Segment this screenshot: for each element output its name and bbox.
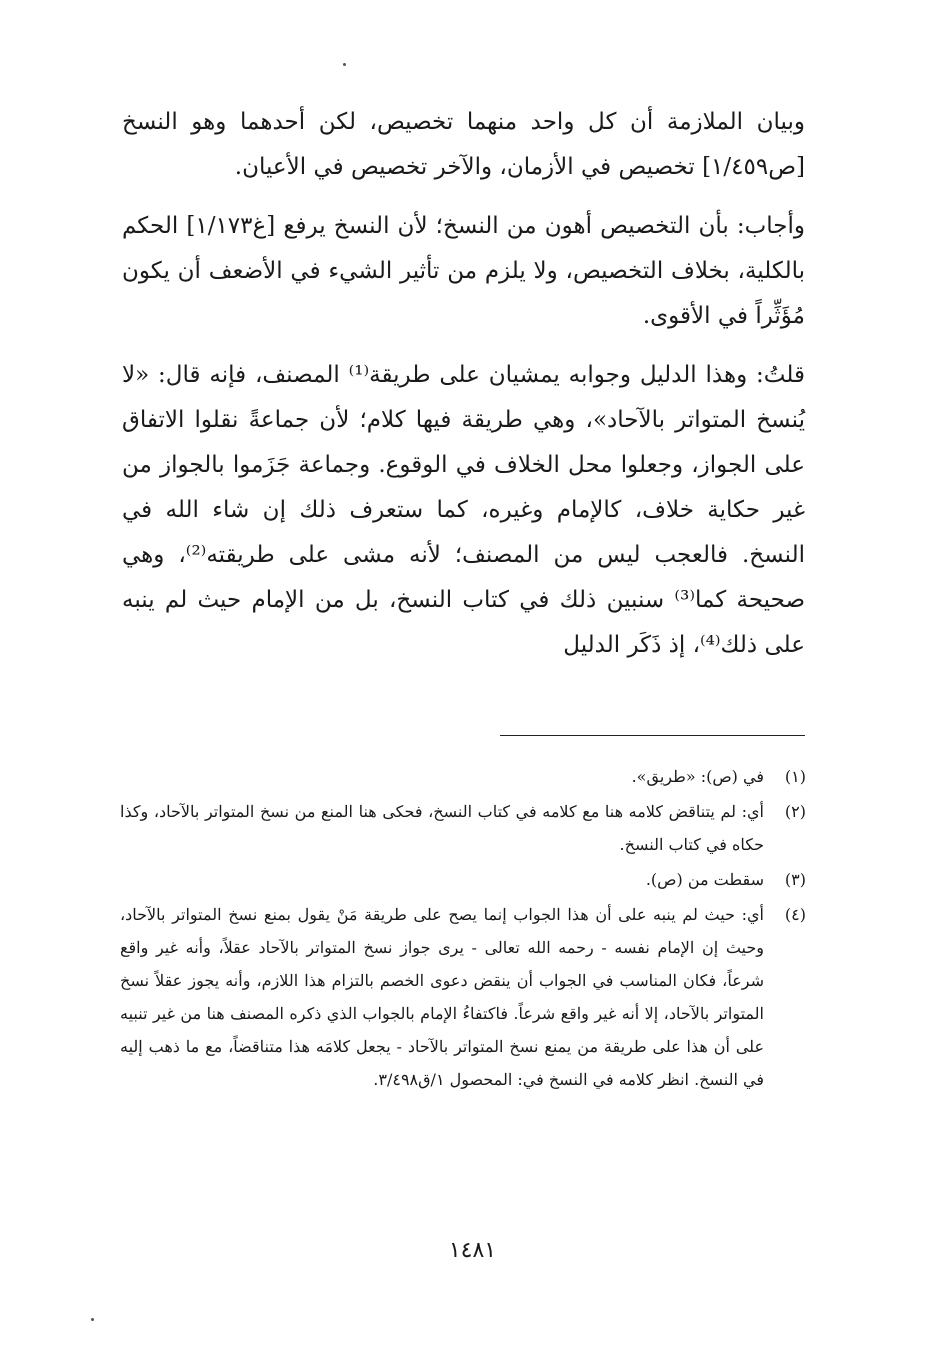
paragraph: وأجاب: بأن التخصيص أهون من النسخ؛ لأن النسخ يرفع [غ١/١٧٣] الحكم بالكلية، بخلاف التخصيص، ولا يلزم من تأثير الشيء في الأضعف أن يكون مُؤَثِّراً في الأقوى. — [122, 213, 805, 329]
main-text — [122, 100, 805, 668]
scan-speck — [91, 1318, 94, 1321]
scan-speck — [343, 63, 346, 66]
footnote-text: أي: حيث لم ينبه على أن هذا الجواب إنما يصح على طريقة مَنْ يقول بمنع نسخ المتواتر بالآحاد، وحيث إن الإمام نفسه - رحمه الله تعالى - يرى جواز نسخ المتواتر بالآحاد عقلاً، وأنه غير واقع شرعاً، فكان المناسب في الجواب أن ينقض دعوى الخصم بالتزام هذا اللازم، وأنه يجوز عقلاً نسخ المتواتر بالآحاد، إلا أنه غير واقع شرعاً. فاكتفاءُ الإمام بالجواب الذي ذكره المصنف هنا من غير تنبيه على أن هذا على طريقة من يمنع نسخ المتواتر بالآحاد - يجعل كلامَه هذا متناقضاً، مع ما ذهب إليه في النسخ. انظر كلامه في النسخ في: المحصول ١/ق٣/٤٩٨. — [120, 905, 764, 1089]
footnote-number: (٣) — [784, 870, 806, 889]
footnote-number: (٤) — [784, 905, 806, 924]
footnote-number: (٢) — [784, 802, 806, 821]
paragraph: قلتُ: وهذا الدليل وجوابه يمشيان على طريقة⁽¹⁾ المصنف، فإنه قال: «لا يُنسخ المتواتر بالآحاد»، وهي طريقة فيها كلام؛ لأن جماعةً نقلوا الاتفاق على الجواز، وجعلوا محل الخلاف في الوقوع. وجماعة جَزَموا بالجواز من غير حكاية خلاف، كالإمام وغيره، كما ستعرف ذلك إن شاء الله في النسخ. فالعجب ليس من المصنف؛ لأنه مشى على طريقته⁽²⁾، وهي صحيحة كما⁽³⁾ سنبين ذلك في كتاب النسخ، بل من الإمام حيث لم ينبه على ذلك⁽⁴⁾، إذ ذَكَر الدليل — [122, 362, 806, 658]
footnote-text: أي: لم يتناقض كلامه هنا مع كلامه في كتاب النسخ، فحكى هنا المنع من نسخ المتواتر بالآحاد، وكذا حكاه في كتاب النسخ. — [120, 802, 764, 854]
footnote — [120, 760, 806, 793]
page-number: ١٤٨١ — [448, 1238, 497, 1263]
footnote-number: (١) — [784, 767, 806, 786]
footnote-separator — [500, 735, 805, 736]
footnote-text: في (ص): «طريق». — [631, 767, 764, 786]
footnote — [120, 863, 806, 896]
paragraph: وبيان الملازمة أن كل واحد منهما تخصيص، لكن أحدهما وهو النسخ [ص١/٤٥٩] تخصيص في الأزمان، والآخر تخصيص في الأعيان. — [122, 109, 805, 180]
footnote — [120, 795, 806, 861]
footnotes — [120, 760, 806, 1098]
footnote — [120, 898, 806, 1096]
footnote-text: سقطت من (ص). — [645, 870, 764, 889]
